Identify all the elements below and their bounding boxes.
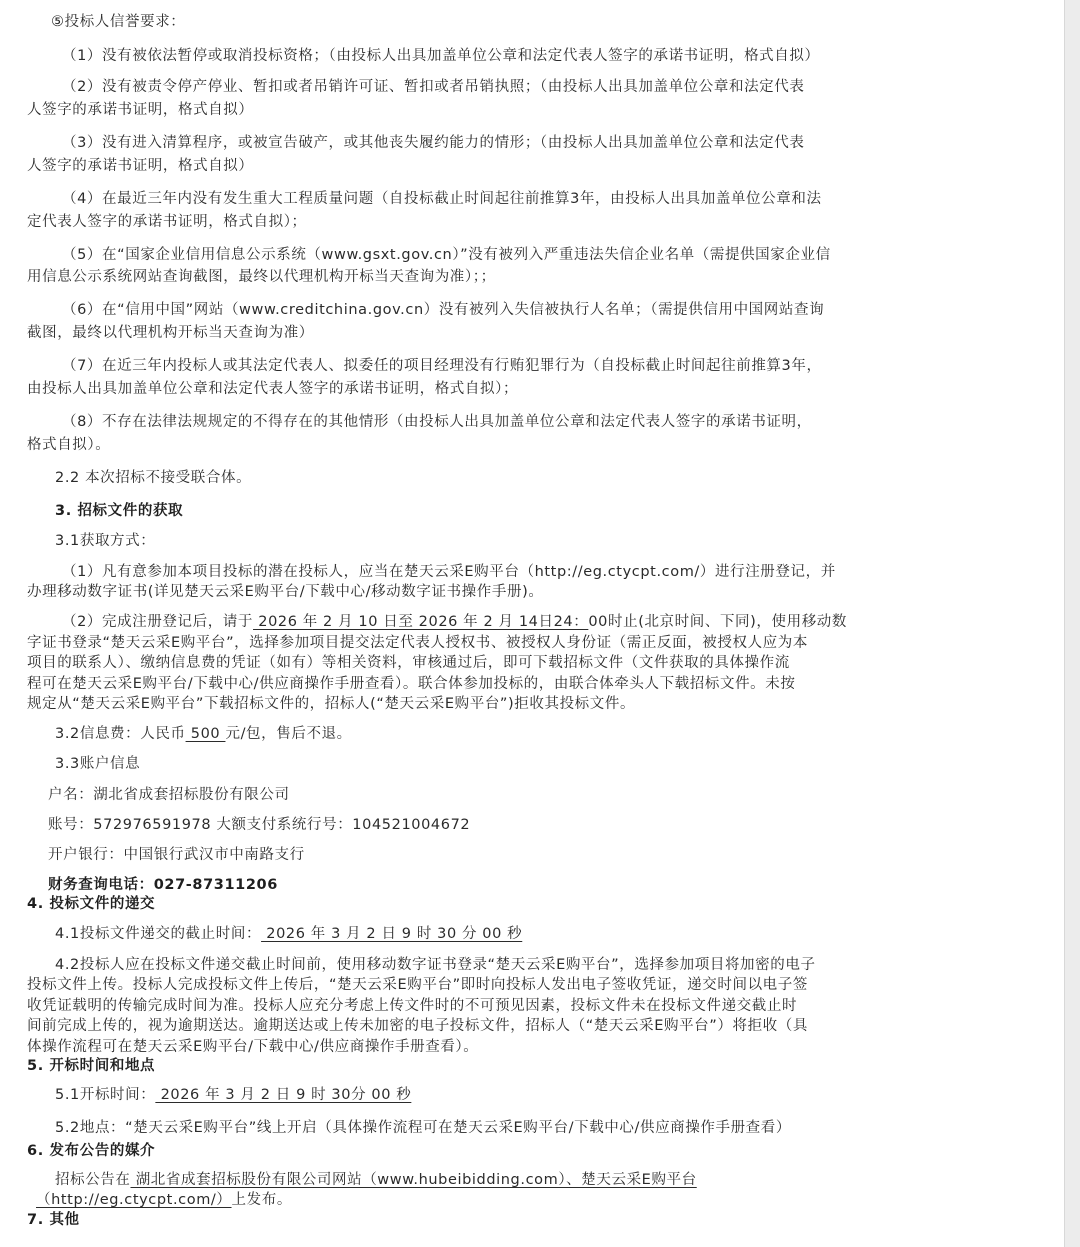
submission-para-line-3: 收凭证载明的传输完成时间为准。投标人应充分考虑上传文件时的不可预见因素，投标文件未在投标文件递交截止时 — [27, 998, 798, 1014]
credit-item-1: （1）没有被依法暂停或取消投标资格；（由投标人出具加盖单位公章和法定代表人签字的承诺书证明，格式自拟） — [62, 48, 820, 64]
media-line-1-start: 招标公告在 — [55, 1172, 131, 1188]
submission-deadline — [55, 924, 522, 944]
vertical-scrollbar[interactable] — [1064, 0, 1080, 1247]
opening-time — [55, 1085, 411, 1105]
credit-item-5: （5）在“国家企业信用信息公示系统（www.gsxt.gov.cn）”没有被列入严重违法失信企业名单（需提供国家企业信 — [62, 247, 831, 263]
credit-item-4-cont: 定代表人签字的承诺书证明，格式自拟）； — [27, 214, 307, 230]
credit-requirements-heading: ⑤投标人信誉要求： — [51, 14, 186, 30]
section-3-heading: 3. 招标文件的获取 — [55, 503, 184, 519]
section-4-heading: 4. 投标文件的递交 — [27, 896, 156, 912]
credit-item-8: （8）不存在法律法规规定的不得存在的其他情形（由投标人出具加盖单位公章和法定代表人签字的承诺书证明， — [62, 414, 812, 430]
acquisition-para-2-line-4: 程可在楚天云采E购平台/下载中心/供应商操作手册查看）。联合体参加投标的，由联合体牵头人下载招标文件。未按 — [27, 676, 796, 692]
section-7-heading: 7. 其他 — [27, 1212, 80, 1228]
submission-para-line-2: 投标文件上传。投标人完成投标文件上传后，“楚天云采E购平台”即时向投标人发出电子签收凭证，递交时间以电子签 — [27, 977, 808, 993]
credit-item-3: （3）没有进入清算程序，或被宣告破产，或其他丧失履约能力的情形；（由投标人出具加盖单位公章和法定代表 — [62, 135, 805, 151]
opening-place: 5.2地点：“楚天云采E购平台”线上开启（具体操作流程可在楚天云采E购平台/下载中心/供应商操作手册查看） — [55, 1120, 791, 1136]
credit-item-7-cont: 由投标人出具加盖单位公章和法定代表人签字的承诺书证明，格式自拟）； — [27, 381, 519, 397]
account-info-heading: 3.3账户信息 — [55, 756, 141, 772]
submission-para-line-5: 体操作流程可在楚天云采E购平台/下载中心/供应商操作手册查看）。 — [27, 1039, 479, 1055]
credit-item-6-cont: 截图，最终以代理机构开标当天查询为准） — [27, 325, 314, 341]
opening-bank: 开户银行：中国银行武汉市中南路支行 — [48, 847, 305, 863]
opening-time-label: 5.1开标时间： — [55, 1087, 156, 1103]
info-fee — [55, 724, 352, 744]
submission-deadline-label: 4.1投标文件递交的截止时间： — [55, 926, 262, 942]
account-holder: 户名：湖北省成套招标股份有限公司 — [48, 787, 290, 803]
acquisition-para-2 — [62, 612, 847, 632]
submission-para-line-4: 间前完成上传的，视为逾期送达。逾期送达或上传未加密的电子投标文件，招标人（“楚天云采E购平台”）将拒收（具 — [27, 1018, 808, 1034]
credit-item-6: （6）在“信用中国”网站（www.creditchina.gov.cn）没有被列入失信被执行人名单；（需提供信用中国网站查询 — [62, 302, 825, 318]
opening-time-value: 2026 年 3 月 2 日 9 时 30分 00 秒 — [155, 1087, 412, 1103]
credit-item-7: （7）在近三年内投标人或其法定代表人、拟委任的项目经理没有行贿犯罪行为（自投标截止时间起往前推算3年， — [62, 358, 822, 374]
credit-item-5-cont: 用信息公示系统网站查询截图，最终以代理机构开标当天查询为准）；； — [27, 269, 496, 285]
consortium-clause: 2.2 本次招标不接受联合体。 — [55, 470, 252, 486]
finance-phone: 财务查询电话：027-87311206 — [48, 877, 278, 893]
account-number: 账号：572976591978 大额支付系统行号：104521004672 — [48, 817, 471, 833]
section-5-heading: 5. 开标时间和地点 — [27, 1058, 156, 1074]
acquisition-para-1: （1）凡有意参加本项目投标的潜在投标人，应当在楚天云采E购平台（http://eg.ctycpt.com/）进行注册登记，并 — [62, 564, 836, 580]
submission-deadline-value: 2026 年 3 月 2 日 9 时 30 分 00 秒 — [261, 926, 523, 942]
info-fee-value: 500 — [185, 726, 226, 742]
media-line-1 — [55, 1170, 697, 1190]
acquisition-para-1-cont: 办理移动数字证书(详见楚天云采E购平台/下载中心/移动数字证书操作手册)。 — [27, 584, 544, 600]
acquisition-para-2-line-3: 项目的联系人）、缴纳信息费的凭证（如有）等相关资料，审核通过后，即可下载招标文件（文件获取的具体操作流 — [27, 655, 790, 671]
info-fee-rest: 元/包，售后不退。 — [225, 726, 352, 742]
credit-item-4: （4）在最近三年内没有发生重大工程质量问题（自投标截止时间起往前推算3年，由投标人出具加盖单位公章和法 — [62, 191, 822, 207]
acquisition-method-heading: 3.1获取方式： — [55, 533, 156, 549]
acquisition-para-2-start: （2）完成注册登记后，请于 — [62, 614, 254, 630]
acquisition-para-2-line-2: 字证书登录“楚天云采E购平台”，选择参加项目提交法定代表人授权书、被授权人身份证（需正反面，被授权人应为本 — [27, 635, 808, 651]
info-fee-label: 3.2信息费：人民币 — [55, 726, 186, 742]
credit-item-2: （2）没有被责令停产停业、暂扣或者吊销许可证、暂扣或者吊销执照；（由投标人出具加盖单位公章和法定代表 — [62, 79, 805, 95]
acquisition-period: 2026 年 2 月 10 日至 2026 年 2 月 14日24： — [253, 614, 589, 630]
media-line-2 — [36, 1190, 292, 1210]
submission-para: 4.2投标人应在投标文件递交截止时间前，使用移动数字证书登录“楚天云采E购平台”，选择参加项目将加密的电子 — [55, 957, 816, 973]
media-line-1-value: 湖北省成套招标股份有限公司网站（www.hubeibidding.com）、楚天云采E购平台 — [130, 1172, 697, 1188]
credit-item-8-cont: 格式自拟）。 — [27, 437, 111, 453]
media-line-2-value: （http://eg.ctycpt.com/） — [36, 1192, 232, 1208]
acquisition-para-2-rest: 00时止(北京时间、下同)，使用移动数 — [588, 614, 848, 630]
section-6-heading: 6. 发布公告的媒介 — [27, 1143, 156, 1159]
credit-item-3-cont: 人签字的承诺书证明，格式自拟） — [27, 158, 254, 174]
credit-item-2-cont: 人签字的承诺书证明，格式自拟） — [27, 102, 254, 118]
media-line-2-end: 上发布。 — [231, 1192, 292, 1208]
acquisition-para-2-line-5: 规定从“楚天云采E购平台”下载招标文件的，招标人(“楚天云采E购平台”)拒收其投标文件。 — [27, 696, 636, 712]
